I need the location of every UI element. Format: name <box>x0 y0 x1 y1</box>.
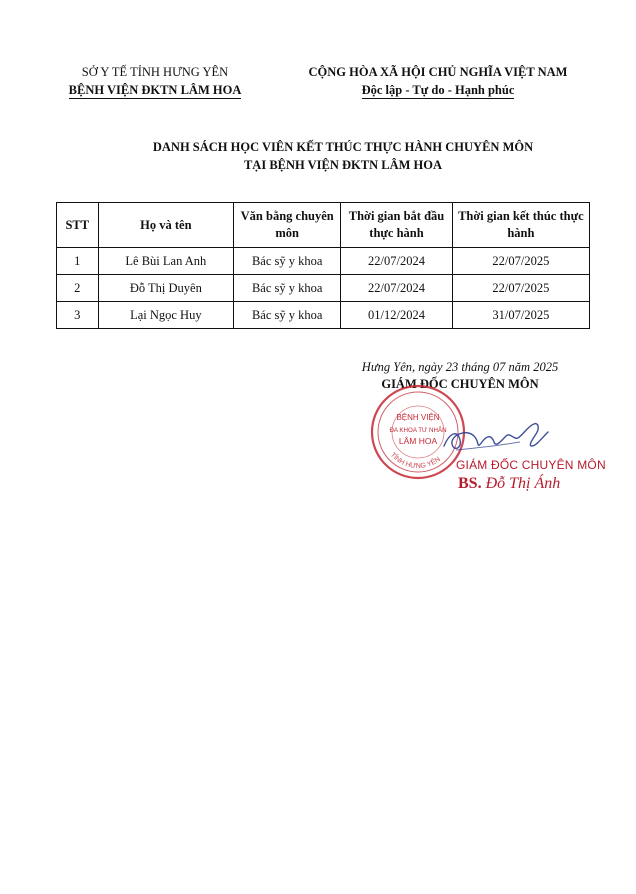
stamp-signer-title: GIÁM ĐỐC CHUYÊN MÔN <box>456 458 606 472</box>
header-name: Họ và tên <box>98 203 234 248</box>
cell-stt: 2 <box>57 275 99 302</box>
national-motto: Độc lập - Tự do - Hạnh phúc <box>361 83 515 97</box>
country-name: CỘNG HÒA XÃ HỘI CHỦ NGHĨA VIỆT NAM <box>308 65 568 79</box>
table-row <box>57 275 590 302</box>
hospital-name: BỆNH VIỆN ĐKTN LÂM HOA <box>68 83 242 97</box>
national-header <box>270 63 606 99</box>
cell-start-date: 22/07/2024 <box>341 275 452 302</box>
cell-degree: Bác sỹ y khoa <box>234 275 341 302</box>
table-row <box>57 302 590 329</box>
cell-end-date: 22/07/2025 <box>452 275 589 302</box>
seal-line-3: LÂM HOA <box>398 436 438 446</box>
seal-ring-text: TỈNH HƯNG YÊN <box>388 451 442 471</box>
header-degree: Văn bằng chuyên môn <box>234 203 341 248</box>
cell-stt: 1 <box>57 248 99 275</box>
cell-end-date: 31/07/2025 <box>452 302 589 329</box>
header-end-date: Thời gian kết thúc thực hành <box>452 203 589 248</box>
trainee-table <box>56 202 590 329</box>
place-and-date: Hưng Yên, ngày 23 tháng 07 năm 2025 <box>361 360 559 374</box>
header-start-date: Thời gian bắt đầu thực hành <box>341 203 452 248</box>
table-row <box>57 248 590 275</box>
seal-line-2: ĐA KHOA TƯ NHÂN <box>389 427 447 434</box>
seal-line-1: BỆNH VIỆN <box>396 413 440 422</box>
title-line-2: TẠI BỆNH VIỆN ĐKTN LÂM HOA <box>243 158 443 172</box>
handwritten-signature <box>436 412 556 462</box>
signer-title: GIÁM ĐỐC CHUYÊN MÔN <box>381 377 539 391</box>
cell-start-date: 22/07/2024 <box>341 248 452 275</box>
department-name: SỞ Y TẾ TỈNH HƯNG YÊN <box>81 65 229 79</box>
stamp-signer-name <box>458 475 628 493</box>
stamp-name-text: Đỗ Thị Ánh <box>485 475 561 492</box>
cell-degree: Bác sỹ y khoa <box>234 248 341 275</box>
document-title <box>60 138 626 174</box>
issuer-block <box>40 63 270 99</box>
cell-name: Lê Bùi Lan Anh <box>98 248 234 275</box>
svg-text:TỈNH HƯNG YÊN <box>389 452 442 470</box>
table-header-row <box>57 203 590 248</box>
stamp-name-prefix: BS. <box>458 475 482 492</box>
cell-name: Lại Ngọc Huy <box>98 302 234 329</box>
cell-end-date: 22/07/2025 <box>452 248 589 275</box>
cell-name: Đỗ Thị Duyên <box>98 275 234 302</box>
cell-degree: Bác sỹ y khoa <box>234 302 341 329</box>
title-line-1: DANH SÁCH HỌC VIÊN KẾT THÚC THỰC HÀNH CHUYÊN MÔN <box>152 140 534 154</box>
cell-start-date: 01/12/2024 <box>341 302 452 329</box>
cell-stt: 3 <box>57 302 99 329</box>
header-stt: STT <box>57 203 99 248</box>
